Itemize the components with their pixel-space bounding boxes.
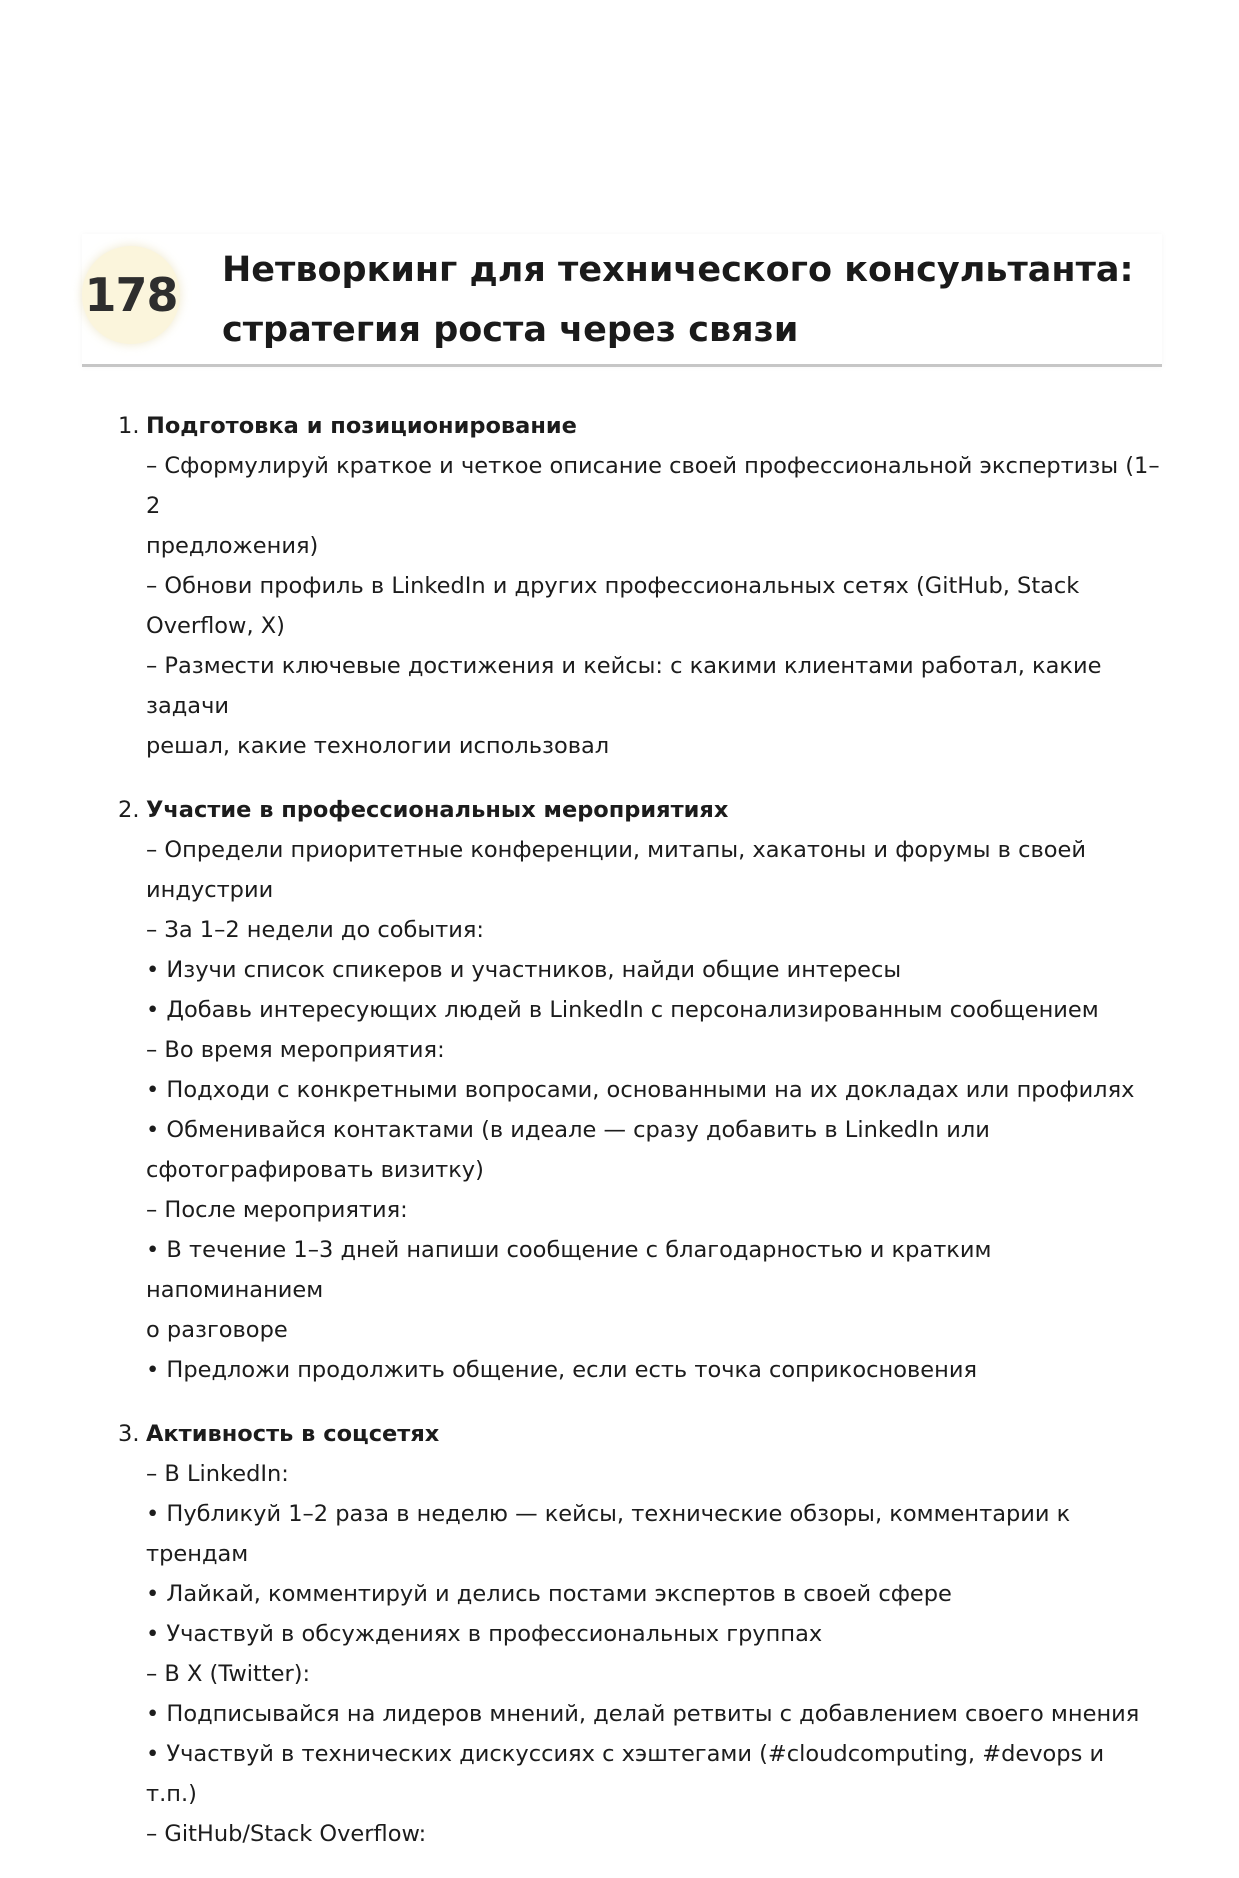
section-heading — [118, 406, 1160, 446]
section-title: Участие в профессиональных мероприятиях — [146, 797, 729, 823]
section-heading — [118, 790, 1160, 830]
section-number: 1. — [118, 413, 140, 439]
list-item: • Подписывайся на лидеров мнений, делай ретвиты с добавлением своего мнения — [146, 1701, 1140, 1727]
list-item: – В LinkedIn: — [146, 1461, 289, 1487]
list-item: • Предложи продолжить общение, если есть точка соприкосновения — [146, 1357, 977, 1383]
list-item: • Подходи с конкретными вопросами, основанными на их докладах или профилях — [146, 1077, 1135, 1103]
section-number: 3. — [118, 1421, 140, 1447]
section-title: Активность в соцсетях — [146, 1421, 440, 1447]
list-item: предложения) — [146, 533, 319, 559]
list-item: о разговоре — [146, 1317, 288, 1343]
list-item: индустрии — [146, 877, 274, 903]
page-header — [82, 234, 1162, 367]
list-item: – Сформулируй краткое и четкое описание своей профессиональной экспертизы (1–2 — [146, 453, 1160, 519]
list-item: • В течение 1–3 дней напиши сообщение с благодарностью и кратким напоминанием — [146, 1237, 992, 1303]
list-item: • Публикуй 1–2 раза в неделю — кейсы, технические обзоры, комментарии к трендам — [146, 1501, 1071, 1567]
section-social-media — [118, 1414, 1160, 1854]
list-item: – Во время мероприятия: — [146, 1037, 445, 1063]
page-title-line: Нетворкинг для технического консультанта: — [222, 250, 1134, 290]
list-item: – Размести ключевые достижения и кейсы: с какими клиентами работал, какие задачи — [146, 653, 1102, 719]
section-number: 2. — [118, 797, 140, 823]
list-item: – После мероприятия: — [146, 1197, 408, 1223]
list-item: • Лайкай, комментируй и делись постами экспертов в своей сфере — [146, 1581, 952, 1607]
list-item: – В X (Twitter): — [146, 1661, 311, 1687]
list-item: – Обнови профиль в LinkedIn и других профессиональных сетях (GitHub, Stack — [146, 573, 1080, 599]
page-title-line: стратегия роста через связи — [222, 310, 799, 350]
section-preparation — [118, 406, 1160, 766]
list-item: – GitHub/Stack Overflow: — [146, 1821, 427, 1847]
page-number-badge: 178 — [82, 246, 180, 344]
section-title: Подготовка и позиционирование — [146, 413, 577, 439]
list-item: • Обменивайся контактами (в идеале — сразу добавить в LinkedIn или — [146, 1117, 990, 1143]
list-item: • Участвуй в технических дискуссиях с хэштегами (#cloudcomputing, #devops и т.п.) — [146, 1741, 1105, 1807]
list-item: • Добавь интересующих людей в LinkedIn с персонализированным сообщением — [146, 997, 1099, 1023]
list-item: решал, какие технологии использовал — [146, 733, 610, 759]
page-title — [222, 240, 1142, 360]
list-item: • Изучи список спикеров и участников, найди общие интересы — [146, 957, 902, 983]
list-item: • Участвуй в обсуждениях в профессиональных группах — [146, 1621, 823, 1647]
list-item: – За 1–2 недели до события: — [146, 917, 485, 943]
list-item: сфотографировать визитку) — [146, 1157, 484, 1183]
section-events — [118, 790, 1160, 1390]
section-heading — [118, 1414, 1160, 1454]
document-body — [118, 406, 1160, 1878]
list-item: Overflow, X) — [146, 613, 285, 639]
list-item: – Определи приоритетные конференции, митапы, хакатоны и форумы в своей — [146, 837, 1086, 863]
